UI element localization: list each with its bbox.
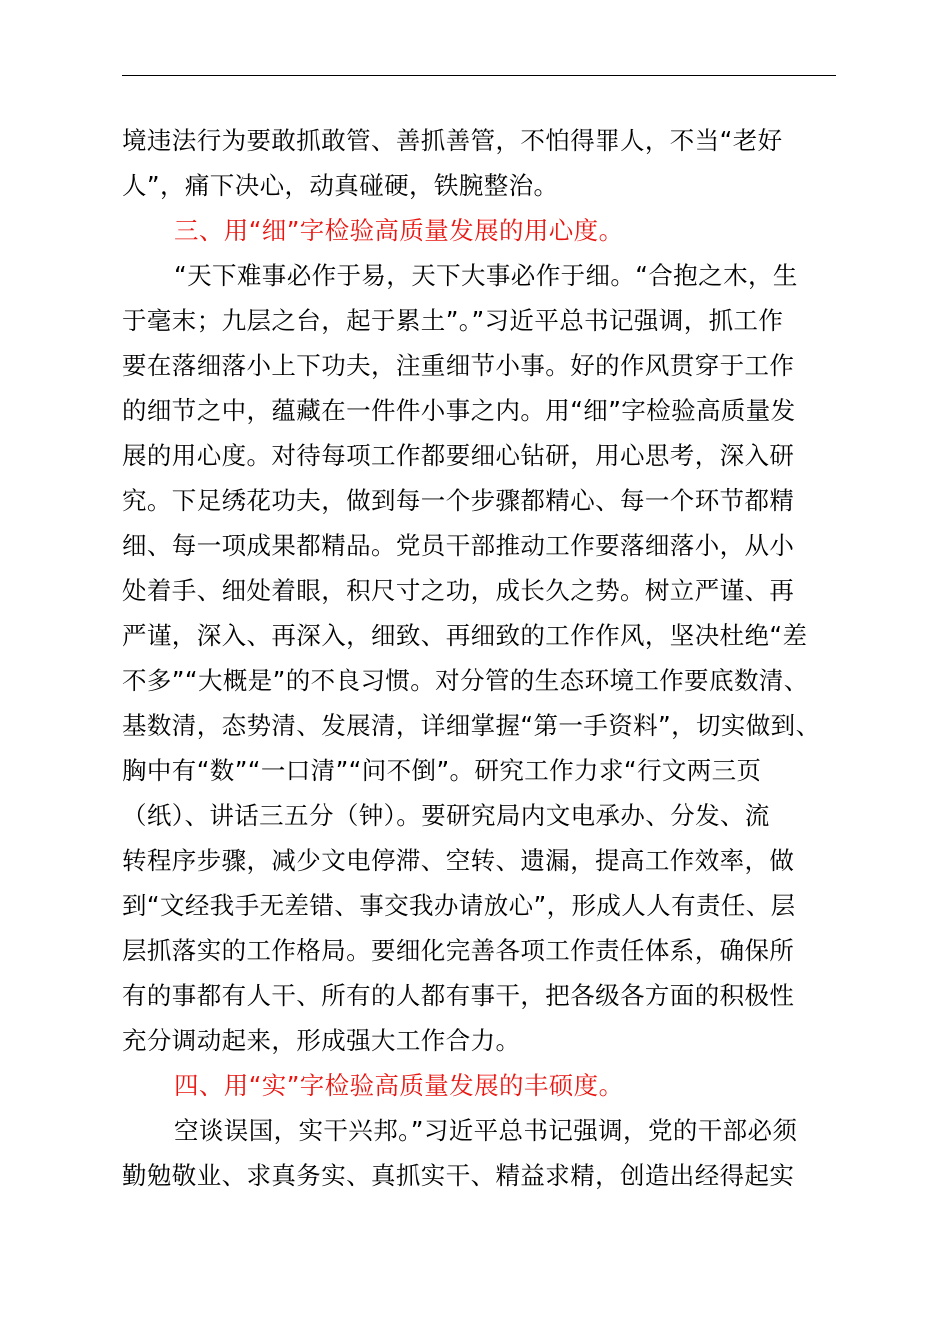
document-body (122, 118, 838, 1198)
text-line: 展的用心度。对待每项工作都要细心钻研，用心思考，深入研 (122, 441, 795, 470)
text-line: “天下难事必作于易，天下大事必作于细。“合抱之木，生 (174, 261, 798, 290)
text-line: 严谨，深入、再深入，细致、再细致的工作作风，坚决杜绝“差 (122, 621, 808, 650)
text-line: 转程序步骤，减少文电停滞、空转、遗漏，提高工作效率，做 (122, 846, 795, 875)
text-line: 充分调动起来，形成强大工作合力。 (122, 1026, 521, 1055)
text-line: 层抓落实的工作格局。要细化完善各项工作责任体系，确保所 (122, 936, 795, 965)
text-line: 勤勉敬业、求真务实、真抓实干、精益求精，创造出经得起实 (122, 1161, 795, 1190)
text-line: 有的事都有人干、所有的人都有事干，把各级各方面的积极性 (122, 981, 795, 1010)
heading-text: 三、用“细”字检验高质量发展的用心度。 (174, 216, 624, 245)
heading-text: 四、用“实”字检验高质量发展的丰硕度。 (174, 1071, 624, 1100)
paragraph-section-3 (122, 253, 838, 1063)
text-line: 于毫末；九层之台，起于累土”。”习近平总书记强调，抓工作 (122, 306, 784, 335)
text-line: 境违法行为要敢抓敢管、善抓善管，不怕得罪人，不当“老好 (122, 126, 783, 155)
paragraph-section-4 (122, 1108, 838, 1198)
section-heading-3 (122, 208, 838, 253)
text-line: 空谈误国，实干兴邦。”习近平总书记强调，党的干部必须 (174, 1116, 798, 1145)
text-line: 处着手、细处着眼，积尺寸之功，成长久之势。树立严谨、再 (122, 576, 795, 605)
section-heading-4 (122, 1063, 838, 1108)
text-line: 究。下足绣花功夫，做到每一个步骤都精心、每一个环节都精 (122, 486, 795, 515)
text-line: 要在落细落小上下功夫，注重细节小事。好的作风贯穿于工作 (122, 351, 795, 380)
text-line: 胸中有“数”“一口清”“问不倒”。研究工作力求“行文两三页 (122, 756, 762, 785)
text-line: 基数清，态势清、发展清，详细掌握“第一手资料”，切实做到、 (122, 711, 821, 740)
text-line: （纸）、讲话三五分（钟）。要研究局内文电承办、分发、流 (122, 801, 770, 830)
text-line: 不多”“大概是”的不良习惯。对分管的生态环境工作要底数清、 (122, 666, 809, 695)
text-line: 的细节之中，蕴藏在一件件小事之内。用“细”字检验高质量发 (122, 396, 796, 425)
page-header-rule (122, 75, 836, 76)
text-line: 人”，痛下决心，动真碰硬，铁腕整治。 (122, 171, 559, 200)
text-line: 细、每一项成果都精品。党员干部推动工作要落细落小，从小 (122, 531, 795, 560)
text-line: 到“文经我手无差错、事交我办请放心”，形成人人有责任、层 (122, 891, 796, 920)
paragraph-continuation (122, 118, 838, 208)
